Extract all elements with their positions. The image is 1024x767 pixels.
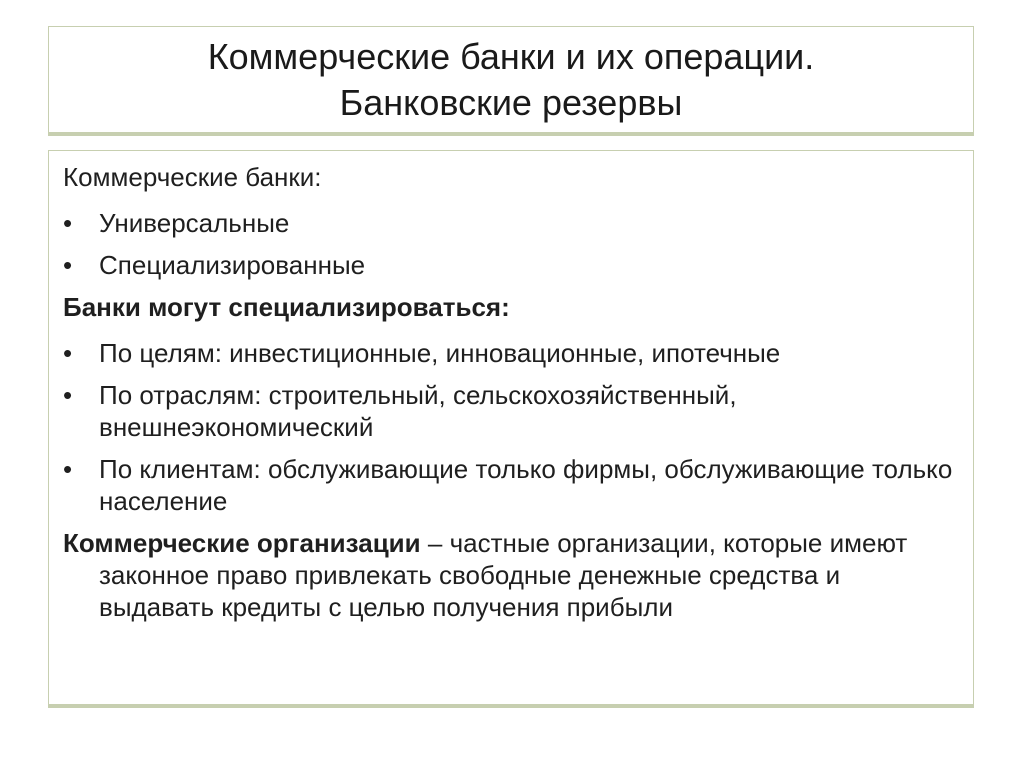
definition-term: Коммерческие организации [63,528,421,558]
bullet-item [63,453,959,517]
bullet-item [63,337,959,369]
heading-commercial-banks: Коммерческие банки: [63,162,322,192]
bullet-marker: • [63,208,73,238]
bullet-text: Специализированные [99,250,366,280]
heading-specialization: Банки могут специализироваться: [63,292,510,322]
slide-title-box [48,26,974,136]
slide-content-box [48,150,974,708]
bullet-item [63,379,959,443]
definition-text: – частные организации, которые имеют законное право привлекать свободные денежные средства и выдавать кредиты с целью получения прибыли [99,528,908,622]
bullet-marker: • [63,454,73,484]
slide-content [63,161,959,637]
bullet-text: По клиентам: обслуживающие только фирмы, обслуживающие только население [99,454,953,516]
bullet-marker: • [63,250,73,280]
slide-title-line-2: Банковские резервы [339,81,683,123]
bullet-marker: • [63,338,73,368]
bullet-text: Универсальные [99,208,290,238]
bullet-text: По целям: инвестиционные, инновационные, ипотечные [99,338,781,368]
bullet-marker: • [63,380,73,410]
bullet-item [63,207,959,239]
slide-title [208,34,815,126]
bullet-text: По отраслям: строительный, сельскохозяйственный, внешнеэкономический [99,380,737,442]
bullet-item [63,249,959,281]
definition-paragraph [63,527,959,623]
slide-title-line-1: Коммерческие банки и их операции. [207,35,815,77]
